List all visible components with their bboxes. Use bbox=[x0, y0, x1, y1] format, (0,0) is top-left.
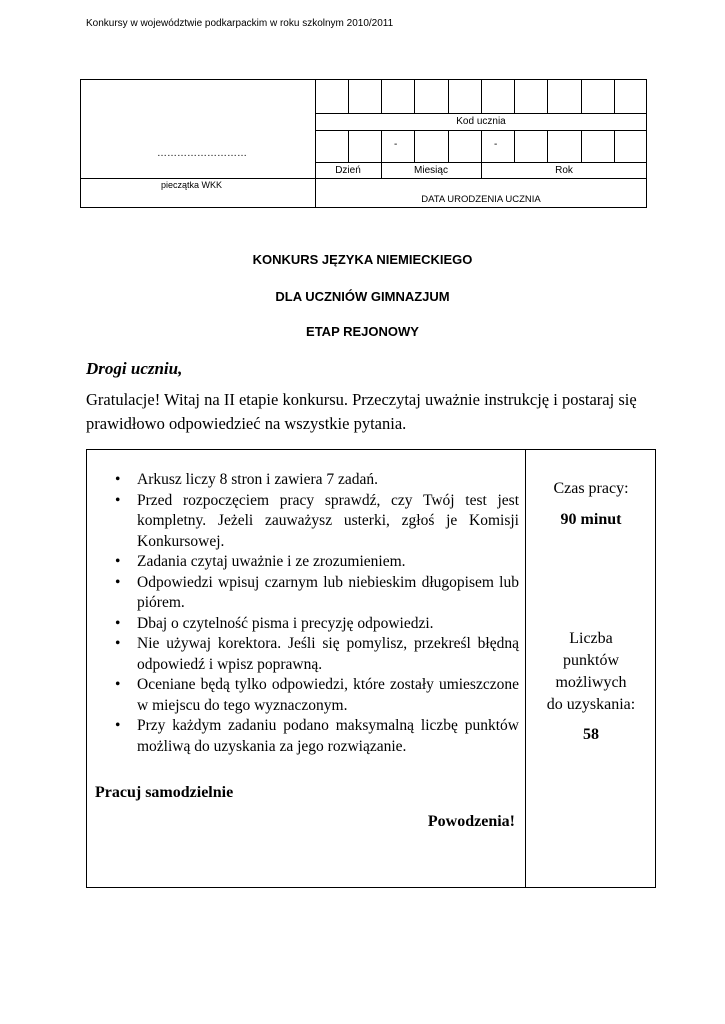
stage-title: ETAP REJONOWY bbox=[306, 324, 419, 339]
good-luck-note: Powodzenia! bbox=[427, 813, 515, 830]
list-item: • Nie używaj korektora. Jeśli się pomylisz, przekreśl błędną odpowiedź i wpisz poprawną. bbox=[115, 634, 519, 675]
day-month-dash: - bbox=[394, 139, 398, 150]
student-code-table bbox=[80, 79, 647, 208]
contest-title: KONKURS JĘZYKA NIEMIECKIEGO bbox=[252, 252, 473, 267]
time-label: Czas pracy: bbox=[553, 480, 629, 497]
month-year-dash: - bbox=[494, 139, 498, 150]
list-item: • Odpowiedzi wpisuj czarnym lub niebieskim długopisem lub piórem. bbox=[115, 573, 519, 614]
stamp-label: pieczątka WKK bbox=[161, 180, 223, 190]
list-item: • Przed rozpoczęciem pracy sprawdź, czy Twój test jest kompletny. Jeżeli zauważysz usterki, zgłoś je Komisji Konkursowej. bbox=[115, 491, 519, 553]
points-label-4: do uzyskania: bbox=[546, 696, 636, 713]
time-value: 90 minut bbox=[560, 511, 622, 528]
points-label-2: punktów bbox=[563, 652, 619, 669]
student-code-label: Kod ucznia bbox=[456, 116, 506, 127]
points-label-1: Liczba bbox=[569, 630, 613, 647]
list-item: • Arkusz liczy 8 stron i zawiera 7 zadań. bbox=[115, 470, 519, 491]
intro-text: Gratulacje! Witaj na II etapie konkursu. Przeczytaj uważnie instrukcję i postaraj się prawidłowo odpowiedzieć na wszystkie pytania. bbox=[86, 390, 637, 433]
year-label: Rok bbox=[555, 165, 573, 176]
list-item: • Zadania czytaj uważnie i ze zrozumieniem. bbox=[115, 552, 519, 573]
contest-header: Konkursy w województwie podkarpackim w roku szkolnym 2010/2011 bbox=[86, 18, 394, 29]
points-value: 58 bbox=[583, 726, 599, 743]
month-label: Miesiąc bbox=[414, 165, 448, 176]
points-label-3: możliwych bbox=[555, 674, 627, 691]
work-alone-note: Pracuj samodzielnie bbox=[95, 784, 234, 801]
instructions-box bbox=[86, 449, 656, 888]
greeting: Drogi uczniu, bbox=[86, 359, 183, 378]
list-item: • Przy każdym zadaniu podano maksymalną liczbę punktów możliwą do uzyskania za jego rozwiązanie. bbox=[115, 716, 519, 757]
day-label: Dzień bbox=[335, 165, 361, 176]
contest-subtitle: DLA UCZNIÓW GIMNAZJUM bbox=[275, 289, 450, 304]
instructions-list bbox=[115, 470, 519, 757]
list-item: • Oceniane będą tylko odpowiedzi, które zostały umieszczone w miejscu do tego wyznaczonym. bbox=[115, 675, 519, 716]
list-item: • Dbaj o czytelność pisma i precyzję odpowiedzi. bbox=[115, 614, 519, 635]
stamp-dots: ……………………… bbox=[157, 148, 247, 159]
birth-date-label: DATA URODZENIA UCZNIA bbox=[421, 194, 541, 205]
